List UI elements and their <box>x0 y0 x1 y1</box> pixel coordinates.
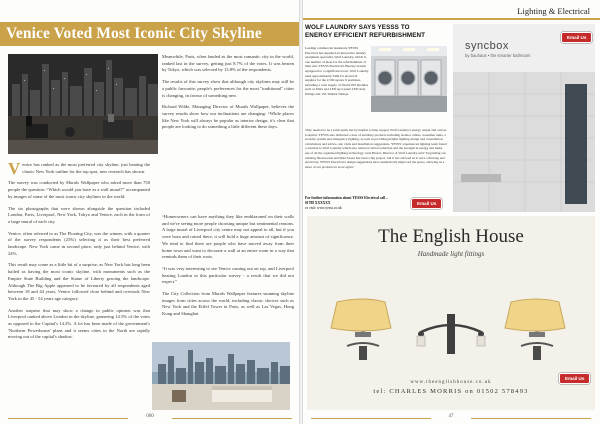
skyline-bedroom-image <box>152 342 290 410</box>
wolf-contact-info: For further information about YESSS Electrical call – 01788 XXXXXX or visit: www.yesss.co.uk <box>305 196 388 210</box>
article-paragraph: Meanwhile, Paris, often lauded as the most romantic city in the world, ranked last in the survey, getting just 8.7% of the votes. It was beaten by Tokyo, which was selected by 13.8% of the respondents. <box>162 54 294 73</box>
syncbox-tagline: by bauhaus • the smarter bathroom <box>465 53 531 58</box>
page-number: 000 <box>146 414 154 419</box>
section-title: Lighting & Electrical <box>517 6 590 16</box>
english-house-advert <box>307 216 595 410</box>
article-paragraph: Venice has ranked as the most preferred city skyline, just beating the classic New York outline for the top spot, new research has shown. <box>8 159 150 178</box>
skyline-room-image <box>8 54 158 154</box>
wolf-body-text-continued: They needed to be a team quick but by helpful to help support Wolf Laundry's energy output and carbon footprint. YESSS also delivered a host of auxiliary products including isolator cables, consumer units, a security system and emergency lighting, as well as providing helpful lighting design and consultation, calculations and advice, site visits and installation suggestions. YESSS' experienced lighting team found a solution to Wolf Laundry which also reduced carbon reduction and the strength in energy and make use of all the organised lighting technology. Jack Hearst, Director of Wolf Laundry said "Upgrading our existing fluorescents and Mist Sweet has been a big project, but it has allowed us to save a lifelong and electricity. YESSS Electrical's design suggestions have aesthetically improved the space, allowing us a more of our products in store again." <box>305 128 447 169</box>
article-paragraph: “Homeowners can have anything they like emblazoned on their walls and we're seeing more people choosing unique but sentimental reasons. A large mural of Liverpool city centre may not appeal to all, but if you were born and raised there, it will hold a huge amount of significance. We tend to find there are people who have moved away from their home town and want to decorate a wall at an entire room in a way that reminds them of their roots. <box>162 214 294 260</box>
page-folio-left <box>0 414 299 424</box>
right-page <box>303 0 600 424</box>
article-paragraph: The results of this survey show that although city skylines may still be a public favourite, people's preferences for the most "traditional" cities is changing, in favour of something new. <box>162 79 294 98</box>
article-column-2-bottom <box>162 214 294 323</box>
page-folio-right <box>303 414 600 424</box>
wall-lights-image <box>307 262 595 380</box>
city-skyline-mural-photo <box>8 54 158 154</box>
wolf-laundry-article <box>305 24 449 212</box>
wall-light-left <box>331 299 391 360</box>
skyline-mural-bedroom-photo <box>152 342 290 410</box>
folio-rule <box>311 418 431 419</box>
drop-cap: V <box>8 159 21 178</box>
article-headline: Venice Voted Most Iconic City Skyline <box>6 25 262 42</box>
section-rule <box>303 18 600 20</box>
page-number: 47 <box>448 414 454 419</box>
folio-rule <box>8 418 128 419</box>
wolf-body-text: Leading commercial laundrette YESSS Electrical has supplied an innovative laundry equipment specialist, Wolf Laundry, which is one number of ideas for the refurbishment of their new YESSS Electrical's Bursley branch equipped for a significant boost. Wolf Laundry used approximately £40k for electrical supplies for the 2,500 square ft premises, including a total supply of fixed LED modules such as Mitrs and LED spot panel LED strip fittings and 150 Tubular fittings. <box>305 46 369 96</box>
english-house-website: www.theenglishhouse.co.uk <box>410 380 492 385</box>
syncbox-email-us-button[interactable]: Email Us <box>561 32 592 43</box>
article-paragraph: Another surprise that may show a change in public opinion was that Liverpool ranked above London in the skyline, garnering 14.5% of the votes as opposed to the Capital's 14.2%. A lot has been made of the government's 'Northern Powerhouse' plans and it seems cities in the North are rapidly moving out of the capital's shadow. <box>8 307 150 340</box>
wolf-headline: WOLF LAUNDRY SAYS YESSS TO ENERGY EFFICIENT REFURBISHMENT <box>305 24 426 39</box>
washing-machines-image <box>371 46 447 112</box>
folio-rule <box>172 418 292 419</box>
syncbox-advert <box>453 24 595 212</box>
article-paragraph: “It was very interesting to see Venice coming out on top, and Liverpool beating London in this particular survey - a result that we did not expect.” <box>162 265 294 285</box>
english-house-subtitle: Handmade light fittings <box>417 250 485 258</box>
wall-bracket-centre <box>417 314 485 354</box>
left-page <box>0 0 299 424</box>
article-paragraph: The survey was conducted by Murals Wallpaper who asked more than 750 people the question: “Which would you have as a wall mural?” accompanied by images of some of the most iconic city skylines in the world. <box>8 180 150 199</box>
wolf-email-us-button[interactable]: Email Us <box>411 198 442 209</box>
syncbox-logo: syncbox <box>465 40 509 52</box>
folio-rule <box>471 418 591 419</box>
article-column-1 <box>8 159 150 346</box>
article-paragraph: This result may come as a little bit of a surprise, as New York has long been hailed as having the most iconic skyline, with monuments such as the Empire State Building and the Statue of Liberty gracing the landscape. Although The Big Apple appeared to be favoured by all respondents aged between 18 and 44 years, Venice followed close behind and overtook New York in the 45 - 54 years age category. <box>8 262 150 301</box>
article-paragraph: The City Collection from Murals Wallpaper features stunning skyline images from cities across the world, including classic choices such as New York and the Eiffel Tower in Paris, as well as Las Vegas, Hong Kong and Shanghai. <box>162 291 294 317</box>
article-paragraph: Richard Wilde, Managing Director of Murals Wallpaper, believes the survey results show how our inclinations are changing: “While places like New York will always be popular as interior design, it's clear that people are looking to do something a little different these days. <box>162 104 294 130</box>
article-column-2-top <box>162 54 294 136</box>
article-paragraph: The six photographs that were shown alongside the question included London, Paris, Liverpool, New York, Tokyo and Venice, each in the form of a large mural of each city. <box>8 205 150 224</box>
english-house-email-us-button[interactable]: Email Us <box>559 373 590 384</box>
wall-light-right <box>505 299 565 360</box>
laundrette-photo <box>371 46 447 112</box>
english-house-title: The English House <box>378 226 524 247</box>
english-house-telephone: tel: CHARLES MORRIS on 01502 578493 <box>373 388 529 395</box>
article-paragraph: Venice, often referred to as The Floating City, was the winner, with a quarter of the survey respondents (25%) selecting it as their best preferred landscape. New York came in second place, only just behind Venice, with 24%. <box>8 230 150 256</box>
